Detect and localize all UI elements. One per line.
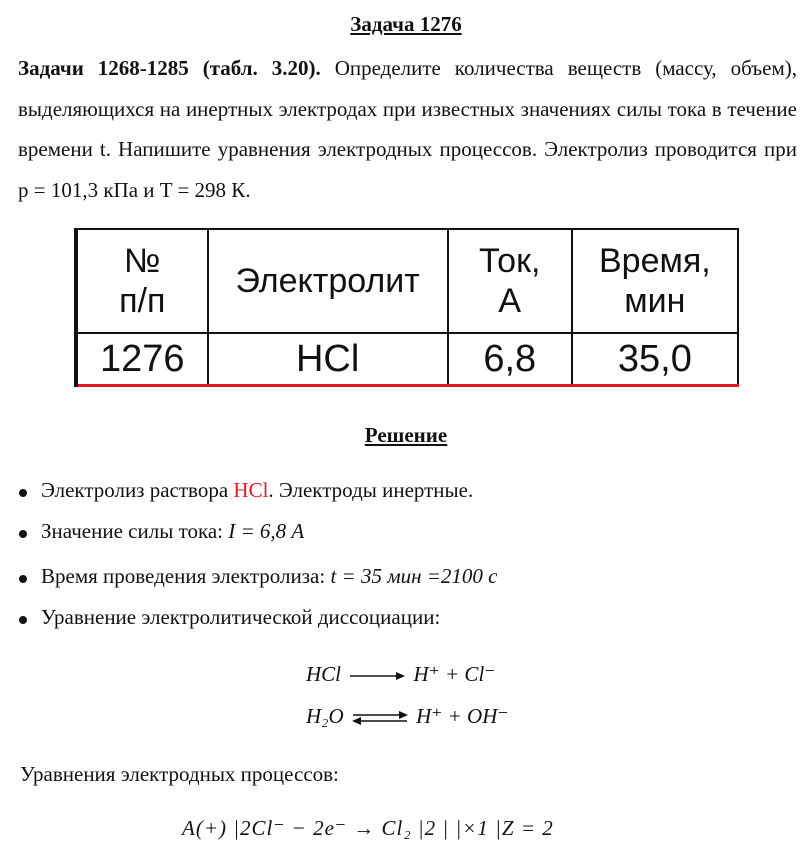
task-statement (18, 48, 797, 210)
header-time: Время, мин (572, 229, 738, 333)
eq1-right: H⁺ + Cl⁻ (413, 662, 496, 686)
cell-number: 1276 (76, 333, 208, 386)
header-number: № п/п (76, 229, 208, 333)
bullet-icon (19, 575, 27, 583)
step-highlight: HCl (233, 478, 269, 502)
data-table (74, 228, 739, 387)
electrode-processes-header: Уравнения электродных процессов: (20, 762, 339, 786)
eq2-right: H⁺ + OH⁻ (416, 704, 509, 728)
bullet-icon (19, 530, 27, 538)
equilibrium-arrow-icon (351, 711, 409, 725)
task-bold-prefix: Задачи 1268-1285 (табл. 3.20). (18, 56, 321, 80)
header-current: Ток, А (448, 229, 572, 333)
right-arrow-icon (348, 671, 406, 681)
step-text: Время проведения электролиза: (41, 564, 331, 588)
step-math: t = 35 мин =2100 с (330, 564, 498, 588)
eq1-left: HCl (306, 662, 342, 686)
eq2-left: H₂O (306, 704, 344, 728)
dissociation-equation-water (306, 704, 508, 729)
anode-equation-partial: A(+) |2Cl⁻ − 2e⁻ → Cl₂ |2 | |×1 |Z = 2 (182, 816, 554, 840)
table-row (76, 333, 738, 386)
table-header-row (76, 229, 738, 333)
step-text: Электролиз раствора (41, 478, 234, 502)
header-electrolyte: Электролит (208, 229, 448, 333)
step-text: Уравнение электролитической диссоциации: (41, 605, 441, 629)
solution-title: Решение (364, 423, 448, 447)
step-text: Значение силы тока: (41, 519, 229, 543)
cell-time: 35,0 (572, 333, 738, 386)
step-math: I = 6,8 А (228, 519, 305, 543)
step-text-after: . Электроды инертные. (268, 478, 474, 502)
cell-electrolyte: HCl (208, 333, 448, 386)
cell-current: 6,8 (448, 333, 572, 386)
dissociation-equation-hcl (306, 662, 495, 687)
bullet-icon (19, 616, 27, 624)
task-text: Определите количества веществ (массу, объем), выделяющихся на инертных электродах при известных значениях силы тока в течение времени t. Напишите уравнения электродных процессов. Электролиз проводится при p = 101,3 кПа и T = 298 К. (18, 56, 797, 202)
bullet-icon (19, 489, 27, 497)
page-title: Задача 1276 (350, 12, 462, 36)
